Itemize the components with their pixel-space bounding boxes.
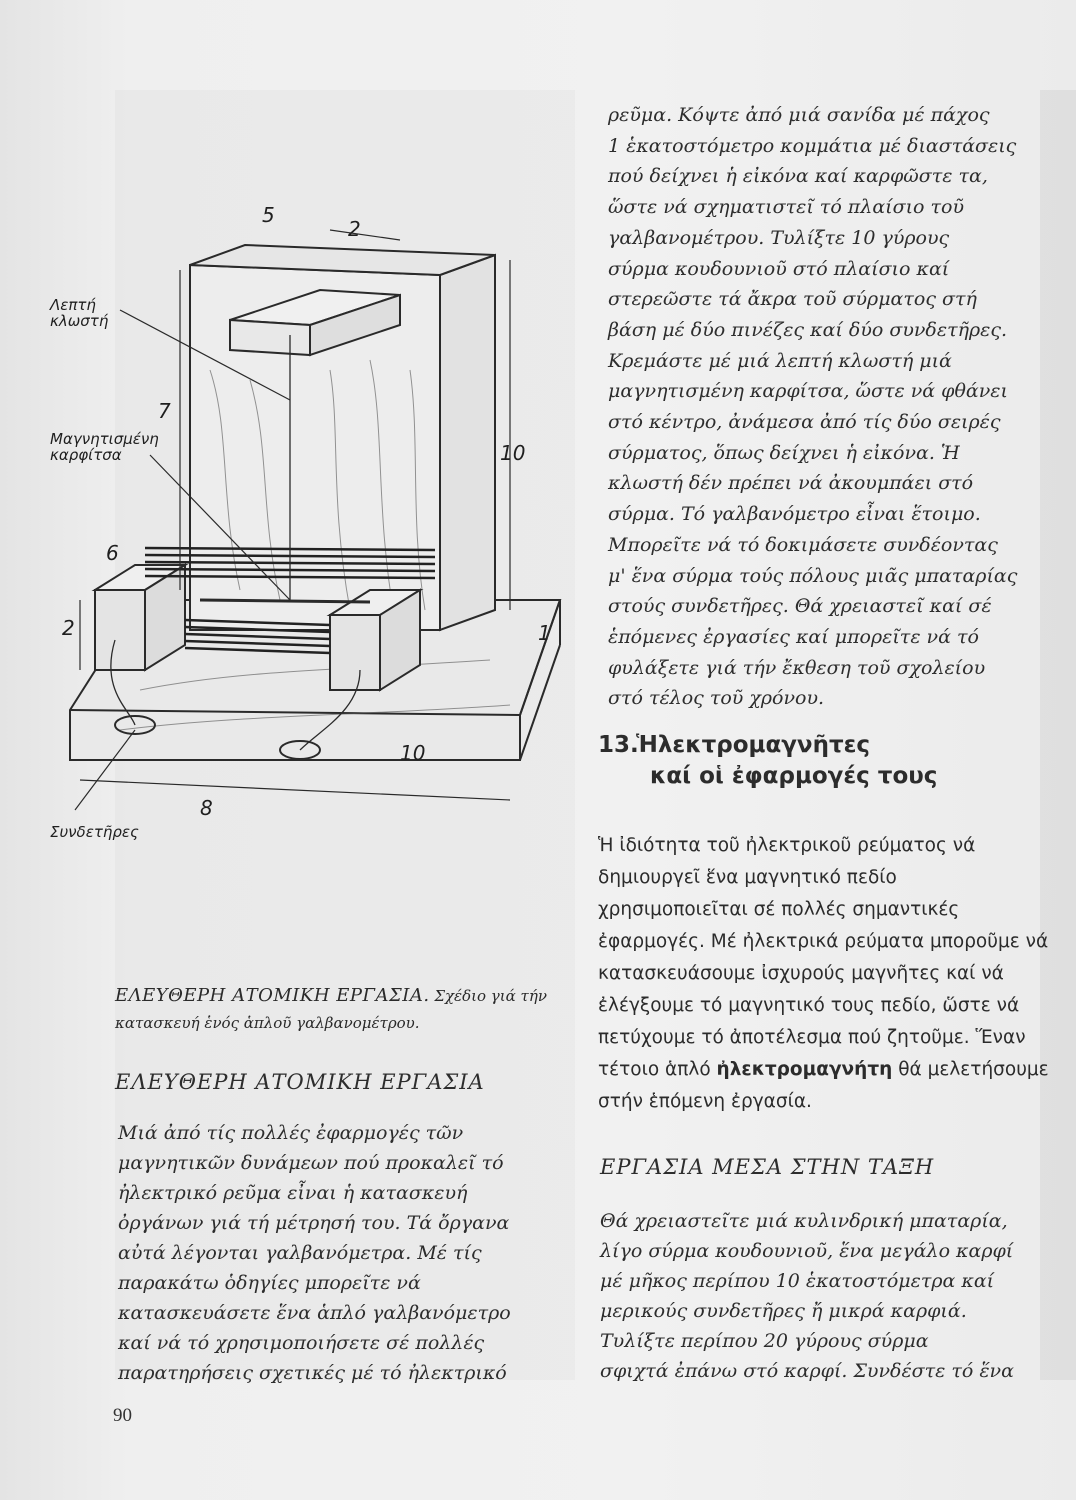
dim-2-side: 2 [62, 616, 75, 640]
chapter-body-text: Ἡ ἰδιότητα τοῦ ἠλεκτρικοῦ ρεύματος νά δημιουργεῖ ἕνα μαγνητικό πεδίο χρησιμοποιεῖται σέ πολλές σημαντικές ἐφαρμογές. Μέ ἠλεκτρικά ρεύματα μποροῦμε νά κατασκευάσουμε ἰσχυρούς μαγνῆτες καί νά ἐλέγξουμε τό μαγνητικό τους πεδίο, ὥστε νά πετύχουμε τό ἀποτέλεσμα πού ζητοῦμε. Ἕναν τέτοιο ἁπλό [598, 835, 1049, 1080]
text-line: βάση μέ δύο πινέζες καί δύο συνδετῆρες. [608, 318, 1008, 341]
dim-6: 6 [106, 541, 119, 565]
caption-title: ΕΛΕΥΘΕΡΗ ΑΤΟΜΙΚΗ ΕΡΓΑΣΙΑ. [115, 985, 430, 1006]
text-line: καί νά τό χρησιμοποιήσετε σέ πολλές [118, 1332, 485, 1354]
text-line: Μπορεῖτε νά τό δοκιμάσετε συνδέοντας [608, 533, 998, 556]
chapter-body [598, 830, 1050, 1118]
text-line: Μιά ἀπό τίς πολλές ἐφαρμογές τῶν [118, 1122, 464, 1144]
dim-1: 1 [538, 621, 551, 645]
chapter-title-line2: καί οἱ ἐφαρμογές τους [650, 763, 938, 789]
chapter-number: 13. [598, 732, 639, 758]
dim-5: 5 [262, 203, 275, 227]
dim-7: 7 [158, 399, 171, 423]
text-line: μερικούς συνδετῆρες ἤ μικρά καρφιά. [600, 1300, 967, 1322]
section-heading-individual-work: ΕΛΕΥΘΕΡΗ ΑΤΟΜΙΚΗ ΕΡΓΑΣΙΑ [115, 1070, 485, 1094]
text-line: σφιχτά ἐπάνω στό καρφί. Συνδέστε τό ἕνα [600, 1360, 1014, 1382]
class-work-body [600, 1206, 1050, 1386]
text-line: στούς συνδετῆρες. Θά χρειαστεῖ καί σέ [608, 595, 992, 618]
page-number: 90 [113, 1405, 132, 1426]
label-thread: Λεπτή κλωστή [50, 296, 109, 330]
chapter-heading [598, 730, 937, 792]
text-line: ὥστε νά σχηματιστεῖ τό πλαίσιο τοῦ [608, 196, 964, 219]
text-line: αὐτά λέγονται γαλβανόμετρα. Μέ τίς [118, 1242, 482, 1264]
dim-10-vertical: 10 [500, 441, 526, 465]
galvanometer-svg [40, 170, 585, 850]
left-section-body [118, 1118, 588, 1388]
chapter-title-line1: Ἡλεκτρομαγνῆτες [636, 732, 871, 758]
text-line: Κρεμάστε μέ μιά λεπτή κλωστή μιά [608, 349, 952, 372]
text-line: μαγνητισμένη καρφίτσα, ὥστε νά φθάνει [608, 380, 1008, 403]
text-line: κλωστή δέν πρέπει νά ἀκουμπάει στό [608, 472, 974, 495]
text-line: μέ μῆκος περίπου 10 ἑκατοστόμετρα καί [600, 1270, 995, 1292]
text-line: Θά χρειαστεῖτε μιά κυλινδρική μπαταρία, [600, 1210, 1008, 1232]
right-column-instructions [608, 100, 1053, 714]
dim-10-base: 10 [400, 741, 426, 765]
text-line: κατασκευάσετε ἕνα ἁπλό γαλβανόμετρο [118, 1302, 511, 1324]
caption-text: Σχέδιο γιά τήν κατασκευή ἑνός ἁπλοῦ γαλβανομέτρου. [115, 987, 547, 1032]
text-line: μαγνητικῶν δυνάμεων πού προκαλεῖ τό [118, 1152, 504, 1174]
section-heading-class-work: ΕΡΓΑΣΙΑ ΜΕΣΑ ΣΤΗΝ ΤΑΞΗ [600, 1155, 935, 1179]
text-line: σύρμα. Τό γαλβανόμετρο εἶναι ἕτοιμο. [608, 503, 981, 526]
text-line: ἑπόμενες ἐργασίες καί μπορεῖτε νά τό [608, 625, 979, 648]
label-paper-clips: Συνδετῆρες [50, 823, 139, 841]
label-magnetized-needle: Μαγνητισμένη καρφίτσα [50, 430, 159, 464]
figure-caption [115, 982, 585, 1037]
text-line: γαλβανομέτρου. Τυλίξτε 10 γύρους [608, 226, 950, 249]
electromagnet-term: ἠλεκτρομαγνήτη [716, 1059, 893, 1080]
left-block [95, 590, 145, 670]
text-line: στό κέντρο, ἀνάμεσα ἀπό τίς δύο σειρές [608, 411, 1001, 434]
text-line: ρεῦμα. Κόψτε ἀπό μιά σανίδα μέ πάχος [608, 104, 990, 126]
text-line: πού δείχνει ἡ εἰκόνα καί καρφῶστε τα, [608, 165, 988, 188]
dim-8: 8 [200, 796, 213, 820]
text-line: ὀργάνων γιά τή μέτρησή του. Τά ὄργανα [118, 1212, 510, 1234]
text-line: Τυλίξτε περίπου 20 γύρους σύρμα [600, 1330, 929, 1352]
text-line: φυλάξετε γιά τήν ἔκθεση τοῦ σχολείου [608, 656, 986, 679]
galvanometer-drawing [40, 170, 585, 850]
text-line: σύρμα κουδουνιοῦ στό πλαίσιο καί [608, 257, 950, 280]
text-line: λίγο σύρμα κουδουνιοῦ, ἕνα μεγάλο καρφί [600, 1240, 1014, 1262]
text-line: 1 ἑκατοστόμετρο κομμάτια μέ διαστάσεις [608, 134, 1017, 157]
needle [200, 600, 370, 602]
text-line: σύρματος, ὅπως δείχνει ἡ εἰκόνα. Ἡ [608, 441, 960, 464]
text-line: παρακάτω ὁδηγίες μπορεῖτε νά [118, 1272, 421, 1294]
text-line: στό τέλος τοῦ χρόνου. [608, 687, 825, 710]
dim-2-top: 2 [348, 217, 361, 241]
text-line: ἠλεκτρικό ρεῦμα εἶναι ἡ κατασκευή [118, 1182, 468, 1204]
text-line: παρατηρήσεις σχετικές μέ τό ἠλεκτρικό [118, 1362, 507, 1384]
chapter-body-text-end: θά μελετήσουμε στήν ἑπόμενη ἐργασία. [598, 1059, 1049, 1112]
text-line: μ' ἕνα σύρμα τούς πόλους μιᾶς μπαταρίας [608, 564, 1018, 587]
right-block [330, 615, 380, 690]
text-line: στερεῶστε τά ἄκρα τοῦ σύρματος στή [608, 288, 977, 311]
